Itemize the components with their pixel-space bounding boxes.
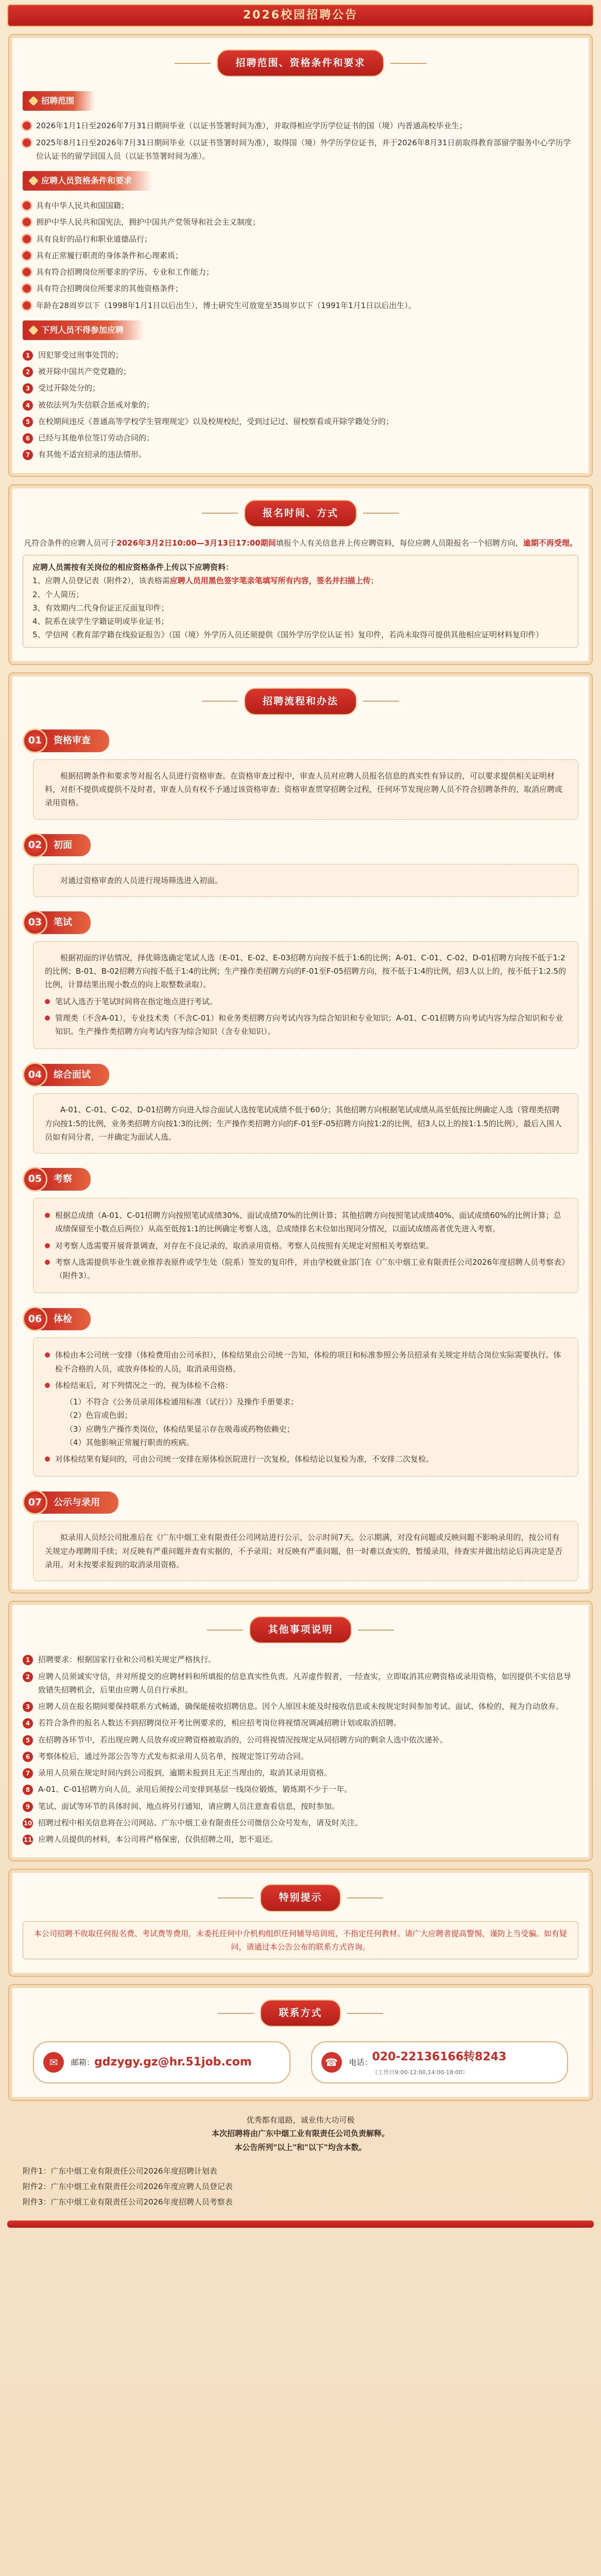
list-item-text: 应聘人员提供的材料，本公司将严格保密，仅供招聘之用，恕不退还。 xyxy=(38,1835,278,1844)
list-item xyxy=(23,1733,578,1747)
sub-list-item: （4）其他影响正常履行职责的疾病。 xyxy=(65,1437,194,1447)
list-item-text: 招聘过程中相关信息将在公司网站、广东中烟工业有限责任公司微信公众号发布，请及时关注。 xyxy=(38,1818,363,1827)
range-tag: 招聘范围 xyxy=(23,91,95,111)
step-header xyxy=(23,1307,578,1331)
bullet-dot-icon xyxy=(23,201,31,210)
number-badge: 5 xyxy=(23,1735,33,1745)
sub-list xyxy=(45,1395,566,1449)
section-title: 报名时间、方式 xyxy=(244,500,357,527)
step-sub-item: 管理类（不含A-01），专业技术类（不含C-01）和业务类招聘方向考试内容为综合知识和专业知识；A-01、C-01招聘方向考试内容为综合知识和专业知识。生产操作类招聘方向考试内容为综合知识（含专业知识）。 xyxy=(45,1011,566,1039)
step-title: 综合面试 xyxy=(40,1064,109,1087)
exclusions-tag: 下列人员不得参加应聘 xyxy=(23,320,144,340)
list-item-text: 具有中华人民共和国国籍； xyxy=(36,201,129,210)
list-item-text: 录用人员须在规定时间内到公司报到，逾期未报到且无正当理由的，取消其录用资格。 xyxy=(38,1768,332,1777)
list-item-text: 被开除中国共产党党籍的； xyxy=(38,367,131,376)
sub-list-item: （3）应聘生产操作类岗位，体检结果显示存在吸毒或药物依赖史； xyxy=(65,1424,295,1434)
list-item xyxy=(23,1700,578,1713)
step-header xyxy=(23,1062,578,1087)
list-item xyxy=(23,282,578,295)
list-item xyxy=(23,381,578,395)
list-item xyxy=(23,1670,578,1697)
phone-icon: ☎ xyxy=(321,2052,342,2073)
list-item xyxy=(23,348,578,362)
notes-list xyxy=(23,1653,578,1846)
bullet-dot-icon xyxy=(23,235,31,243)
section-header xyxy=(23,49,578,77)
step-header xyxy=(23,910,578,935)
list-item-text: 年龄在28周岁以下（1998年1月1日以后出生），博士研究生可放宽至35周岁以下（1991年1月1日以后出生）。 xyxy=(36,300,416,310)
bullet-dot-icon xyxy=(23,139,31,147)
attachments xyxy=(7,2159,594,2214)
list-item-text: 有其他不适宜招录的违法情形。 xyxy=(38,450,147,460)
number-badge: 6 xyxy=(23,433,33,444)
step-sub-item: 根据总成绩（A-01、C-01招聘方向按照笔试成绩30%、面试成绩70%的比例计算；其他招聘方向按照笔试成绩40%、面试成绩60%的比例计算；总成绩保留至小数点后两位）从高至低按1:1的比例确定考察人选，总成绩排名末位如出现同分情况，以面试成绩高者优先进入考察。 xyxy=(45,1209,566,1236)
section-title: 其他事项说明 xyxy=(249,1616,351,1643)
section-title: 招聘范围、资格条件和要求 xyxy=(217,49,384,77)
step-number: 01 xyxy=(23,728,47,753)
bullet-dot-icon xyxy=(23,301,31,310)
number-badge: 7 xyxy=(23,450,33,460)
list-item xyxy=(23,1816,578,1829)
list-item-text: 受过开除处分的； xyxy=(38,383,100,393)
list-item xyxy=(23,1833,578,1846)
scope-card xyxy=(8,34,593,477)
diamond-icon xyxy=(28,325,39,335)
list-item xyxy=(23,215,578,229)
list-item-text: 笔试、面试等环节的具体时间、地点将另行通知，请应聘人员注意查看信息，按时参加。 xyxy=(38,1801,340,1811)
sub-list-item: （1）不符合《公务员录用体检通用标准（试行）》及操作手册要求； xyxy=(65,1397,299,1406)
list-item-text: A-01、C-01招聘方向人员，录用后须按公司安排到基层一线岗位锻炼，锻炼期不少于一年。 xyxy=(38,1785,352,1794)
number-badge: 10 xyxy=(23,1818,33,1828)
step-title: 笔试 xyxy=(40,911,91,934)
list-item xyxy=(23,1783,578,1796)
step-header xyxy=(23,1167,578,1192)
materials-block xyxy=(23,555,578,648)
list-item xyxy=(23,398,578,412)
number-badge: 1 xyxy=(23,350,33,361)
number-badge: 5 xyxy=(23,417,33,427)
special-card xyxy=(8,1869,593,1977)
bullet-dot-icon xyxy=(23,218,31,226)
list-item-text: 具有符合招聘岗位所要求的学历、专业和工作能力； xyxy=(36,267,214,277)
number-badge: 7 xyxy=(23,1768,33,1778)
step-body xyxy=(33,1337,578,1477)
section-header xyxy=(23,1884,578,1911)
step-title: 考察 xyxy=(40,1168,91,1191)
step-header xyxy=(23,728,578,753)
material-item: 5、学信网《教育部学籍在线验证报告》（国（境）外学历人员还须提供《国外学历学位认证书》复印件，若尚未取得可提供其他相应证明材料复印件） xyxy=(32,630,544,640)
list-item xyxy=(23,119,578,132)
attachment-link[interactable]: 附件1：广东中烟工业有限责任公司2026年度招聘计划表 xyxy=(23,2166,217,2176)
list-item-text: 招聘要求：根据国家行业和公司相关规定严格执行。 xyxy=(38,1655,216,1665)
list-item-text: 具有符合招聘岗位所要求的其他资格条件； xyxy=(36,284,183,294)
list-item-text: 应聘人员须诚实守信，并对所提交的应聘材料和所填报的信息真实性负责。凡弄虚作假者，一经查实，立即取消其应聘资格或录用资格，如因提供不实信息导致错失招聘机会，后果由应聘人员自行承担。 xyxy=(38,1671,572,1694)
diamond-icon xyxy=(28,176,39,186)
number-badge: 6 xyxy=(23,1752,33,1762)
section-header xyxy=(23,500,578,527)
apply-intro: 凡符合条件的应聘人员可于2026年3月2日10:00—3月13日17:00期间填报个人有关信息并上传应聘资料，每位应聘人员限报名一个招聘方向，逾期不再受理。 xyxy=(24,538,577,548)
number-badge: 2 xyxy=(23,1672,33,1682)
number-badge: 9 xyxy=(23,1802,33,1812)
step-body xyxy=(33,1198,578,1293)
list-item xyxy=(23,265,578,279)
materials-title: 应聘人员需按有关岗位的相应资格条件上传以下应聘资料： xyxy=(32,563,234,572)
list-item xyxy=(23,1750,578,1763)
sub-list-item: （2）色盲或色弱； xyxy=(65,1411,132,1420)
bullet-dot-icon xyxy=(23,122,31,130)
number-badge: 8 xyxy=(23,1785,33,1795)
list-item-text: 拥护中华人民共和国宪法，拥护中国共产党领导和社会主义制度； xyxy=(36,217,261,227)
footer-line: 本次招聘将由广东中烟工业有限责任公司负责解释。 xyxy=(211,2129,389,2139)
list-item xyxy=(23,1716,578,1730)
number-badge: 11 xyxy=(23,1835,33,1845)
step-number: 04 xyxy=(23,1062,47,1087)
material-item: 3、有效期内二代身份证正反面复印件； xyxy=(32,603,169,613)
step-title: 资格审查 xyxy=(40,730,109,752)
step-header xyxy=(23,833,578,858)
exclusions-list xyxy=(23,348,578,462)
apply-card xyxy=(8,484,593,665)
diamond-icon xyxy=(28,96,39,106)
phone-label: 电话： xyxy=(349,2058,372,2067)
list-item xyxy=(23,1766,578,1780)
footer xyxy=(7,2108,594,2159)
material-item: 2、个人简历； xyxy=(32,589,84,599)
number-badge: 4 xyxy=(23,1718,33,1728)
bottom-bar xyxy=(7,2221,594,2228)
step-body: 拟录用人员经公司批准后在《广东中烟工业有限责任公司网站进行公示，公示时间7天。公示期满，对没有问题或反映问题不影响录用的，按公司有关规定办理聘用手续；对反映有严重问题并查有实据的，不予录用；对反映有严重问题，但一时难以查实的，暂缓录用，待查实并做出结论后再决定是否录用。对未按要求报到的取消录用资格。 xyxy=(33,1521,578,1581)
list-item-text: 在招聘各环节中，若出现应聘人员放弃或应聘资格被取消的，公司将视情况按规定从同招聘方向的剩余人选中依次递补。 xyxy=(38,1735,448,1744)
step-title: 初面 xyxy=(40,834,91,857)
list-item-text: 因犯罪受过刑事处罚的； xyxy=(38,350,124,360)
footer-line: 本公告所列"以上"和"以下"均含本数。 xyxy=(234,2142,367,2152)
page-title: 2026校园招聘公告 xyxy=(243,8,358,22)
phone-value[interactable]: 020-22136166转8243 xyxy=(372,2050,507,2064)
section-header xyxy=(23,1999,578,2027)
contact-row xyxy=(23,2036,578,2089)
special-text: 本公司招聘不收取任何报名费、考试费等费用，未委托任何中介机构组织任何辅导培训班，不指定任何教材。请广大应聘者提高警惕，谨防上当受骗。如有疑问，请通过本公告公布的联系方式咨询。 xyxy=(23,1921,578,1960)
list-item-text: 应聘人员在报名期间要保持联系方式畅通，确保能接收招聘信息。因个人原因未能及时接收信息或未按规定时间参加考试、面试、体检的，视为自动放弃。 xyxy=(38,1702,564,1711)
contact-card xyxy=(8,1984,593,2101)
step-number: 06 xyxy=(23,1307,47,1331)
email-value[interactable]: gdzygy.gz@hr.51job.com xyxy=(94,2055,252,2069)
step-body: 对通过资格审查的人员进行现场筛选进入初面。 xyxy=(33,864,578,897)
step-header xyxy=(23,1490,578,1515)
list-item xyxy=(23,448,578,461)
step-number: 02 xyxy=(23,833,47,858)
list-item xyxy=(23,249,578,262)
list-item-text: 若符合条件的报名人数达不到招聘岗位开考比例要求的，相应招考岗位将视情况调减招聘计划或取消招聘。 xyxy=(38,1718,402,1728)
top-banner xyxy=(7,4,594,27)
bullet-dot-icon xyxy=(23,284,31,293)
number-badge: 2 xyxy=(23,367,33,377)
phone-contact[interactable] xyxy=(311,2041,569,2083)
list-item-text: 2025年8月1日至2026年7月31日期间毕业（以证书签署时间为准），取得国（境）外学历学位证书，并于2026年8月31日前取得教育部留学服务中心学历学位认证书的留学回国人员（以证书签署时间为准）。 xyxy=(36,138,571,161)
notes-card xyxy=(8,1601,593,1861)
step-sub-item: 体检由本公司统一安排（体检费用由公司承担），体检结果由公司统一告知，体检的项目和标准参照公务员招录有关规定并结合岗位实际需要执行。体检不合格的人员，或放弃体检的人员，取消录用资格。 xyxy=(45,1348,566,1376)
section-title: 联系方式 xyxy=(260,1999,340,2027)
list-item xyxy=(23,232,578,246)
list-item xyxy=(23,136,578,163)
footer-line: 优秀都有道路，诚业伟大功可极 xyxy=(246,2115,355,2125)
list-item xyxy=(23,1653,578,1666)
attachment-link[interactable]: 附件3：广东中烟工业有限责任公司2026年度招聘人员考察表 xyxy=(23,2197,233,2207)
list-item-text: 2026年1月1日至2026年7月31日期间毕业（以证书签署时间为准），并取得相应学历学位证书的国（境）内普通高校毕业生； xyxy=(36,121,467,131)
step-sub-item: 对考察人选需要开展背景调查，对存在不良记录的，取消录用资格。考察人员按照有关规定对照相关考察结果。 xyxy=(45,1239,566,1252)
range-list xyxy=(23,119,578,163)
step-body: 根据招聘条件和要求等对报名人员进行资格审查。在资格审查过程中，审查人员对应聘人员报名信息的真实性有异议的，可以要求提供相关证明材料，对拒不提供或提供不及时者，审查人员有权不予通过该资格审查；资格审查贯穿招聘全过程，任何环节发现应聘人员不符合招聘条件的，取消应聘或录用资格。 xyxy=(33,759,578,820)
step-sub-item: 体检结束后，对下列情况之一的，视为体检不合格： xyxy=(45,1379,566,1392)
process-card xyxy=(8,672,593,1594)
email-label: 邮箱： xyxy=(71,2058,95,2067)
step-sub-item: 笔试入选否于笔试时间将在指定地点进行考试。 xyxy=(45,995,566,1008)
phone-hours: （工作日9:00-12:00,14:00-18:00） xyxy=(372,2069,468,2076)
list-item xyxy=(23,431,578,445)
conditions-tag: 应聘人员资格条件和要求 xyxy=(23,171,152,191)
list-item xyxy=(23,415,578,428)
material-item: 1、应聘人员登记表（附件2），该表格需应聘人员用黑色签字笔亲笔填写所有内容，签名并扫描上传； xyxy=(32,576,379,586)
step-body: A-01、C-01、C-02、D-01招聘方向进入综合面试人选按笔试成绩不低于60分；其他招聘方向根据笔试成绩从高至低按比例确定人选（管理类招聘方向按1:5的比例，业务类招聘方向按1:3的比例；生产操作类招聘方向的F-01至F-05招聘方向按1:2的比例，招3人以上的按1:1.5的比例），最后入围人员如有同分者，一并确定为面试人选。 xyxy=(33,1093,578,1154)
section-header xyxy=(23,688,578,715)
step-body: 根据初面的评估情况，择优筛选确定笔试人选（E-01、E-02、E-03招聘方向按不低于1:6的比例；A-01、C-01、C-02、D-01招聘方向按不低于1:2的比例；B-01、B-02招聘方向按不低于1:4的比例；生产操作类招聘方向的F-01至F-05招聘方向，按不低于1:4的比例，招3人以上的，按不低于1:2.5的比例，计算结果出现小数点的向上取整数录取）。 笔试入选否于笔试时间将在指定地点进行考试。 管理类（不含A-01），专业技术类（不含C-01）和业务类招聘方向考试内容为综合知识和专业知识；A-01、C-01招聘方向考试内容为综合知识和专业知识。生产操作类招聘方向考试内容为综合知识（含专业知识）。 xyxy=(33,941,578,1049)
list-item-text: 具有良好的品行和职业道德品行； xyxy=(36,234,152,244)
list-item xyxy=(23,199,578,212)
email-contact[interactable] xyxy=(33,2041,290,2083)
step-number: 05 xyxy=(23,1167,47,1192)
step-title: 公示与录用 xyxy=(40,1492,118,1514)
list-item-text: 在校期间违反《普通高等学校学生管理规定》以及校规校纪，受到过记过、留校察看或开除学籍处分的； xyxy=(38,416,394,426)
list-item-text: 考察体检后，通过外部公告等方式发布拟录用人员名单，按规定签订劳动合同。 xyxy=(38,1751,309,1761)
step-title: 体检 xyxy=(40,1308,91,1331)
list-item xyxy=(23,365,578,378)
step-sub-item: 对体检结果有疑问的，可由公司统一安排在原体检医院进行一次复检，体检结论以复检为准，不安排二次复检。 xyxy=(45,1452,566,1466)
list-item-text: 具有正常履行职责的身体条件和心理素质； xyxy=(36,250,183,260)
mail-icon: ✉ xyxy=(43,2052,64,2073)
number-badge: 3 xyxy=(23,383,33,394)
material-item: 4、院系在读学生学籍证明或毕业证书； xyxy=(32,617,169,626)
list-item xyxy=(23,1800,578,1813)
conditions-list xyxy=(23,199,578,312)
number-badge: 3 xyxy=(23,1702,33,1712)
number-badge: 1 xyxy=(23,1655,33,1665)
list-item xyxy=(23,299,578,312)
bullet-dot-icon xyxy=(23,268,31,276)
attachment-link[interactable]: 附件2：广东中烟工业有限责任公司2026年度应聘人员登记表 xyxy=(23,2182,233,2191)
step-number: 07 xyxy=(23,1490,47,1515)
bullet-dot-icon xyxy=(23,251,31,260)
number-badge: 4 xyxy=(23,400,33,411)
step-sub-item: 考察人选需提供毕业生就业推荐表原件或学生处（院系）签发的复印件，并由学校就业部门在《广东中烟工业有限责任公司2026年度招聘人员考察表》（附件3）。 xyxy=(45,1256,566,1283)
section-title: 特别提示 xyxy=(260,1884,340,1911)
section-title: 招聘流程和办法 xyxy=(244,688,357,715)
list-item-text: 被依法列为失信联合惩戒对象的； xyxy=(38,400,154,410)
section-header xyxy=(23,1616,578,1643)
step-number: 03 xyxy=(23,910,47,935)
list-item-text: 已经与其他单位签订劳动合同的； xyxy=(38,433,154,443)
